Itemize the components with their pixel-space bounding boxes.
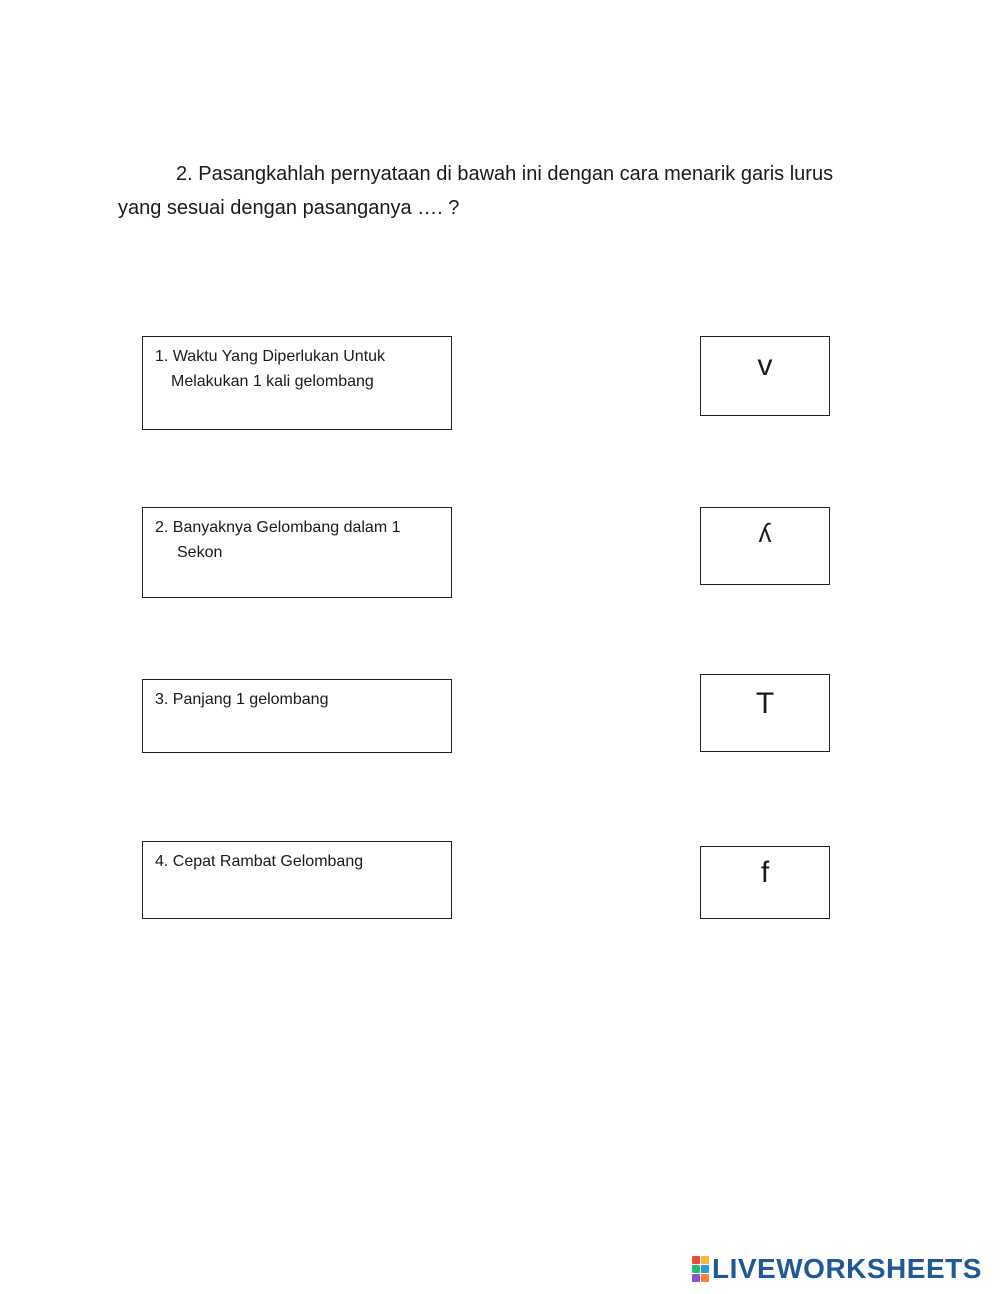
statement-box-4[interactable] — [142, 841, 452, 919]
statement-1-line2: Melakukan 1 kali gelombang — [171, 373, 374, 390]
statement-3-line1: 3. Panjang 1 gelombang — [155, 691, 329, 708]
symbol-box-4[interactable] — [700, 846, 830, 919]
logo-icon — [692, 1256, 709, 1282]
logo-cell — [701, 1256, 709, 1264]
logo-cell — [692, 1256, 700, 1264]
symbol-box-3[interactable] — [700, 674, 830, 752]
logo-text: LIVEWORKSHEETS — [712, 1253, 982, 1284]
statement-box-3[interactable] — [142, 679, 452, 753]
logo-cell — [701, 1265, 709, 1273]
symbol-1: v — [757, 349, 773, 382]
symbol-2: ʎ — [758, 518, 772, 548]
question-label: 2. Pasangkahlah pernyataan di bawah ini dengan cara menarik garis lurus yang sesuai dengan pasanganya …. ? — [118, 163, 834, 219]
statement-2-line2: Sekon — [177, 544, 223, 561]
symbol-box-1[interactable] — [700, 336, 830, 416]
statement-2-line1: 2. Banyaknya Gelombang dalam 1 — [155, 519, 401, 536]
statement-1-line1: 1. Waktu Yang Diperlukan Untuk — [155, 348, 386, 365]
symbol-box-2[interactable] — [700, 507, 830, 585]
symbol-3: T — [755, 687, 775, 720]
logo-cell — [701, 1274, 709, 1282]
statement-4-line1: 4. Cepat Rambat Gelombang — [155, 853, 364, 870]
question-text — [118, 157, 878, 225]
statement-box-2[interactable] — [142, 507, 452, 598]
liveworksheets-logo — [692, 1254, 982, 1284]
symbol-4: f — [760, 856, 770, 889]
logo-cell — [692, 1265, 700, 1273]
statement-box-1[interactable] — [142, 336, 452, 430]
logo-cell — [692, 1274, 700, 1282]
